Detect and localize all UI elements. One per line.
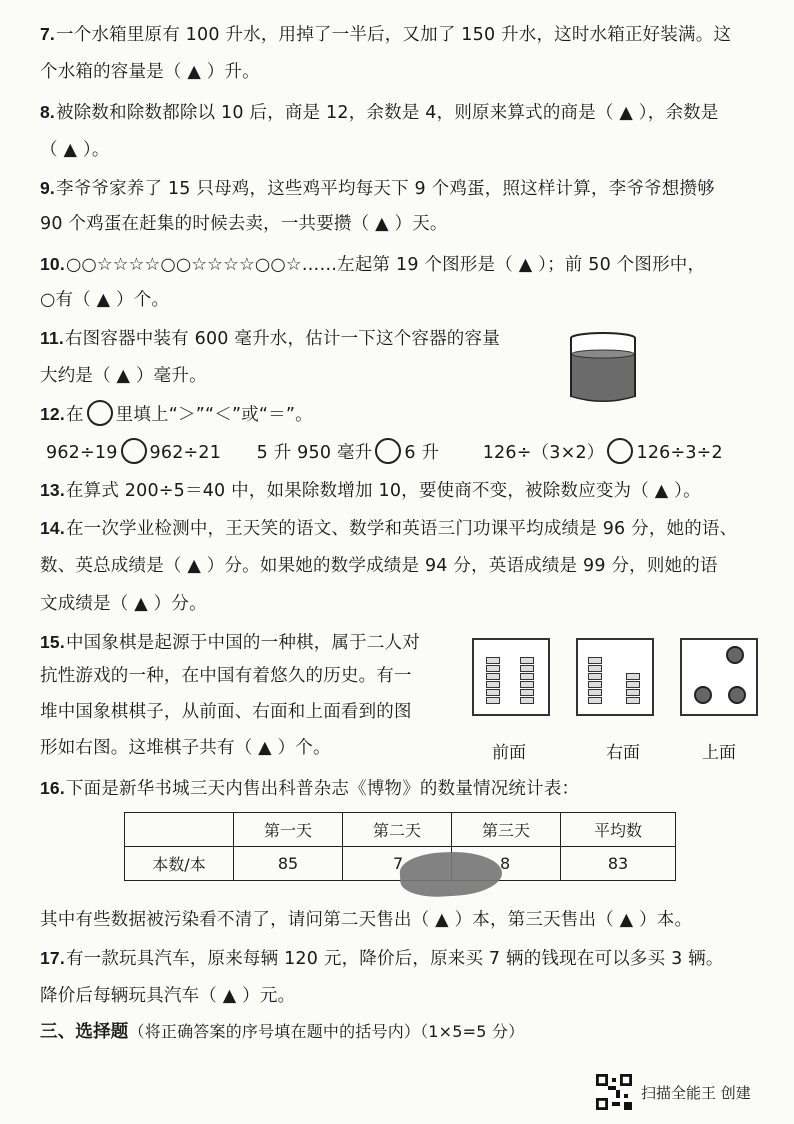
right-view-figure: [576, 638, 654, 716]
q15-line2: 抗性游戏的一种，在中国有着悠久的历史。有一: [40, 666, 412, 686]
q12-a-left: 962÷19: [46, 443, 118, 463]
view-label-top: 上面: [702, 743, 736, 763]
q12-number: 12.: [40, 404, 65, 424]
chess-stack: [588, 656, 602, 704]
beaker-illustration: [568, 332, 638, 404]
table-cell: 8: [452, 847, 561, 881]
table-header-cell: 第一天: [234, 813, 343, 847]
q7-line1: [40, 22, 731, 47]
q9-line2: 90 个鸡蛋在赶集的时候去卖，一共要攒（ ▲ ）天。: [40, 214, 448, 234]
q16-text: 下面是新华书城三天内售出科普杂志《博物》的数量情况统计表：: [65, 779, 580, 799]
q12-post: 里填上“＞”“＜”或“＝”。: [115, 405, 313, 425]
q8-line2: （ ▲ ）。: [40, 140, 110, 160]
table-header-cell: 第三天: [452, 813, 561, 847]
q9-text: 李爷爷家养了 15 只母鸡，这些鸡平均每天下 9 个鸡蛋，照这样计算，李爷爷想攒够: [56, 179, 715, 199]
q11-text: 右图容器中装有 600 毫升水，估计一下这个容器的容量: [64, 329, 500, 349]
table-cell: 7: [343, 847, 452, 881]
chess-stack: [486, 656, 500, 704]
q12-b-circle[interactable]: [375, 438, 401, 464]
q14-line1: [40, 516, 737, 541]
q14-number: 14.: [40, 518, 65, 538]
front-view-figure: [472, 638, 550, 716]
q13-text: 在算式 200÷5＝40 中，如果除数增加 10，要使商不变，被除数应变为（ ▲ ）。: [65, 481, 701, 501]
q12-line1: [40, 400, 313, 427]
q16-line2: 其中有些数据被污染看不清了，请问第二天售出（ ▲ ）本，第三天售出（ ▲ ）本。: [40, 910, 693, 930]
q7-line2: 个水箱的容量是（ ▲ ）升。: [40, 62, 260, 82]
q7-number: 7.: [40, 24, 55, 44]
q14-text: 在一次学业检测中，王天笑的语文、数学和英语三门功课平均成绩是 96 分，她的语、: [65, 519, 738, 539]
answer-circle[interactable]: [87, 400, 113, 426]
view-label-front: 前面: [492, 743, 526, 763]
q12-c-right: 126÷3÷2: [636, 443, 723, 463]
q11-number: 11.: [40, 328, 64, 348]
q11-line1: [40, 326, 500, 351]
q17-text: 有一款玩具汽车，原来每辆 120 元，降价后，原来买 7 辆的钱现在可以多买 3 辆。: [65, 949, 724, 969]
q13-line1: [40, 478, 701, 503]
q13-number: 13.: [40, 480, 65, 500]
q12-a-circle[interactable]: [121, 438, 147, 464]
top-view-figure: [680, 638, 758, 716]
q14-line3: 文成绩是（ ▲ ）分。: [40, 594, 207, 614]
q10-text: ○○☆☆☆☆○○☆☆☆☆○○☆……左起第 19 个图形是（ ▲ ）；前 50 个图形中，: [65, 255, 706, 275]
q8-text: 被除数和除数都除以 10 后，商是 12，余数是 4，则原来算式的商是（ ▲ ），余数是: [56, 103, 719, 123]
q10-line2: ○有（ ▲ ）个。: [40, 290, 170, 310]
q15-line3: 堆中国象棋棋子，从前面、右面和上面看到的图: [40, 702, 412, 722]
q12-c-circle[interactable]: [607, 438, 633, 464]
q17-number: 17.: [40, 948, 65, 968]
q11-line2: 大约是（ ▲ ）毫升。: [40, 366, 207, 386]
q7-text: 一个水箱里原有 100 升水，用掉了一半后，又加了 150 升水，这时水箱正好装满。这: [56, 25, 732, 45]
section3-note: （将正确答案的序号填在题中的括号内）（1×5=5 分）: [128, 1022, 525, 1041]
section3-title: 三、选择题: [40, 1022, 129, 1042]
q12-b-right: 6 升: [404, 443, 440, 463]
table-row-label: 本数/本: [125, 847, 234, 881]
view-label-right: 右面: [606, 743, 640, 763]
q15-text: 中国象棋是起源于中国的一种棋，属于二人对: [65, 633, 420, 653]
q9-line1: [40, 176, 715, 201]
q12-b-left: 5 升 950 毫升: [256, 443, 373, 463]
chess-stack: [520, 656, 534, 704]
q12-a-right: 962÷21: [149, 443, 222, 463]
section3-heading: [40, 1020, 524, 1044]
q15-line4: 形如右图。这堆棋子共有（ ▲ ）个。: [40, 738, 331, 758]
table-header-cell: 平均数: [561, 813, 676, 847]
scanner-watermark: 扫描全能王 创建: [641, 1084, 751, 1102]
q12-pre: 在: [65, 405, 84, 425]
qr-code-icon: [596, 1074, 632, 1110]
table-header-cell: [125, 813, 234, 847]
q12-comparisons: [46, 438, 723, 465]
q16-line1: [40, 776, 579, 801]
q14-line2: 数、英总成绩是（ ▲ ）分。如果她的数学成绩是 94 分，英语成绩是 99 分，则她的语: [40, 556, 718, 576]
chess-piece-top: [726, 646, 744, 664]
chess-stack: [626, 672, 640, 704]
q15-line1: [40, 630, 420, 655]
table-cell: 85: [234, 847, 343, 881]
table-header-row: [125, 813, 676, 847]
q16-number: 16.: [40, 778, 65, 798]
q8-line1: [40, 100, 719, 125]
chess-piece-top: [728, 686, 746, 704]
q10-number: 10.: [40, 254, 65, 274]
q12-c-left: 126÷（3×2）: [482, 443, 605, 463]
q17-line2: 降价后每辆玩具汽车（ ▲ ）元。: [40, 986, 296, 1006]
q10-line1: [40, 252, 705, 277]
chess-piece-top: [694, 686, 712, 704]
q9-number: 9.: [40, 178, 55, 198]
table-header-cell: 第二天: [343, 813, 452, 847]
q17-line1: [40, 946, 724, 971]
q8-number: 8.: [40, 102, 55, 122]
q15-number: 15.: [40, 632, 65, 652]
table-cell: 83: [561, 847, 676, 881]
